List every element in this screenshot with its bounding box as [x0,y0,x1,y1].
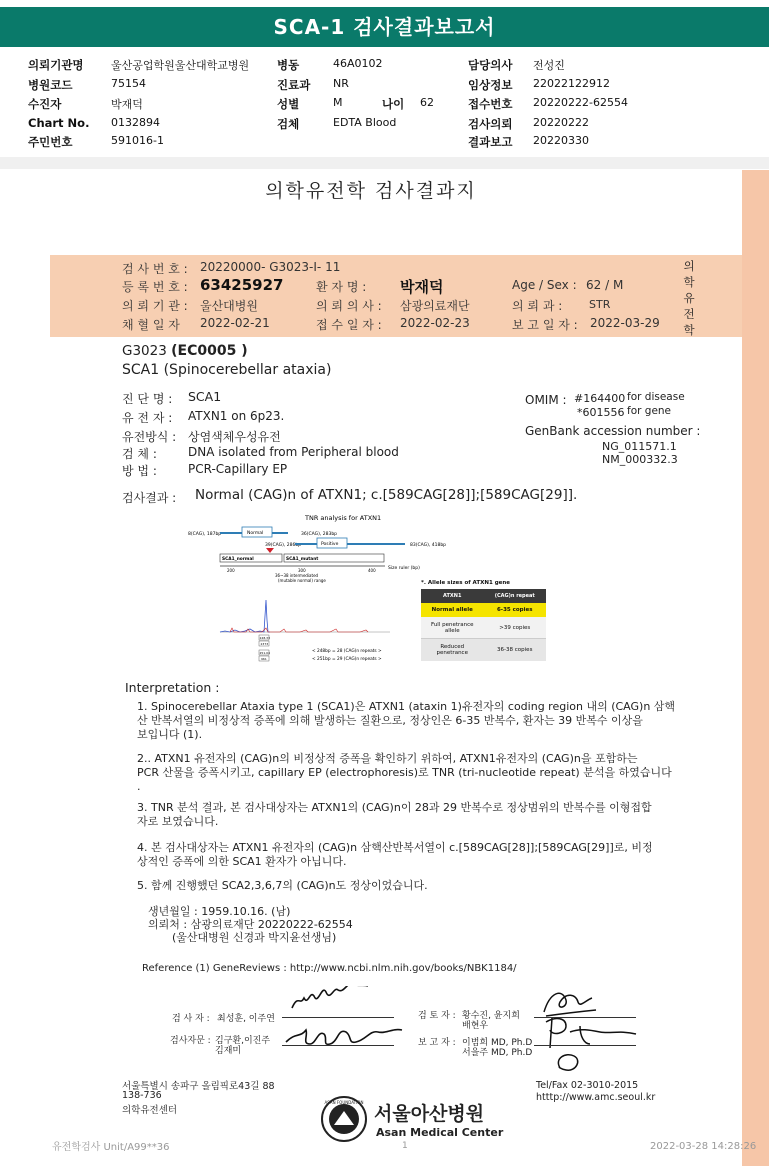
repeat-1: < 248bp = 28 (CAG)n repeats > [312,649,382,654]
omim-2-note: for gene [627,405,672,417]
header-age-label: 나이 [382,97,405,111]
omim-label: OMIM : [525,393,567,407]
vertical-char: 학 [683,275,695,289]
table-cell: Full penetrance allele [430,621,474,634]
tick-400: 400 [368,568,376,573]
test-no-label: 검 사 번 호 : [122,262,188,276]
vertical-char: 학 [683,323,695,337]
header-col2-value-0: 46A0102 [333,57,383,70]
interp-line: PCR 산물을 증폭시키고, capillary EP (electrophoresis)로 TNR (tri-nucleotide repeat) 분석을 하였습니다 [137,766,672,779]
peak-label-3: 251.04 [259,651,270,655]
recv-date-label: 접 수 일 자 : [316,318,382,332]
interp-line: 2.. ATXN1 유전자의 (CAG)n의 비정상적 증폭을 확인하기 위하여, ATXN1유전자의 (CAG)n을 포함하는 [137,752,638,765]
header-col1-value-0: 울산공업학원울산대학교병원 [111,59,250,72]
bar-normal-label: SCA1_normal [222,557,254,562]
header-col2-label-0: 병동 [277,58,300,72]
inheritance-label: 유전방식 : [122,430,177,444]
interp-line: 5. 함께 진행했던 SCA2,3,6,7의 (CAG)n도 정상이었습니다. [137,879,428,892]
header-col3-value-2: 20220222-62554 [533,96,628,109]
positive-label: Positive [321,542,339,547]
interpretation-item-4 [137,841,697,869]
trace-blue [220,600,270,632]
header-col3-value-0: 전성진 [533,59,565,72]
unit-code: 유전학검사 Unit/A99**36 [52,1142,170,1153]
genbank-label: GenBank accession number : [525,424,701,438]
address-line-1: 서울특별시 송파구 올림픽로43길 88 [122,1081,275,1092]
right-margin-strip [742,170,769,1166]
interpretation-item-2 [137,752,697,794]
vertical-char: 전 [683,307,695,321]
req-inst-value: 울산대병원 [200,299,258,313]
gene-value: ATXN1 on 6p23. [188,409,285,423]
reg-no-value: 63425927 [200,276,284,294]
specimen-label: 검 체 : [122,447,157,461]
draw-date-label: 채 혈 일 자 [122,318,180,332]
header-col1-label-1: 병원코드 [28,78,73,92]
ward-label: 의 뢰 과 : [512,299,563,313]
header-col1-value-2: 박재덕 [111,98,143,111]
draw-date-value: 2022-02-21 [200,316,270,330]
recv-date-value: 2022-02-23 [400,316,470,330]
label-mid: 39(CAG), 286bp [265,543,302,548]
vertical-char: 유 [683,291,695,305]
test-code: G3023 (EC0005 ) [122,343,248,359]
tester-label: 검 사 자 : [172,1014,210,1024]
interp-line: 4. 본 검사대상자는 ATXN1 유전자의 (CAG)n 삼핵산반복서열이 c.[589CAG[28]];[589CAG[29]]로, 비정 [137,841,653,854]
interpretation-item-3 [137,801,697,829]
ward-value: STR [589,298,611,311]
peak-label-2: 2373 [260,642,269,646]
reference: Reference (1) GeneReviews : http://www.ncbi.nlm.nih.gov/books/NBK1184/ [142,963,517,974]
report-title: SCA-1 검사결과보고서 [0,7,769,47]
header-col1-label-4: 주민번호 [28,135,73,149]
test-no-value: 20220000- G3023-I- 11 [200,260,341,274]
interp-line: . [137,780,141,793]
print-timestamp: 2022-03-28 14:28:26 [650,1141,757,1152]
header-col2-value-1: NR [333,77,349,90]
vertical-title [682,258,696,338]
advisor-signature [280,1016,410,1052]
interpretation-item-1 [137,700,697,742]
header-col3-value-4: 20220330 [533,134,589,147]
header-col1-value-4: 591016-1 [111,134,164,147]
mutable-label: (mutable normal) range [278,578,326,583]
tick-200: 200 [227,568,235,573]
referrer-detail: (울산대병원 신경과 박지윤선생님) [172,931,337,944]
omim-1-note: for disease [627,391,685,403]
header-col3-value-1: 22022122912 [533,77,610,90]
allele-table-header [421,589,546,603]
repeat-2: < 251bp = 29 (CAG)n repeats > [312,657,382,662]
header-col3-value-3: 20220222 [533,116,589,129]
report-date-value: 2022-03-29 [590,316,660,330]
vertical-char: 의 [683,259,695,273]
interp-line: 산 반복서열의 비정상적 증폭에 의해 발생하는 질환으로, 정상인은 6-35 반복수, 환자는 39 반복수 이상을 [137,714,643,727]
allele-table-title: *. Allele sizes of ATXN1 gene [421,580,511,586]
genbank-2: NM_000332.3 [602,453,678,466]
interp-line: 자로 보였습니다. [137,815,219,828]
interp-line: 상적인 증폭에 의한 SCA1 환자가 아닙니다. [137,855,347,868]
header-col3-label-3: 검사의뢰 [468,117,513,131]
table-cell: >39 copies [499,624,531,631]
genbank-1: NG_011571.1 [602,440,677,453]
header-col3-label-4: 결과보고 [468,135,513,149]
header-col1-value-3: 0132894 [111,116,160,129]
document-title: 의학유전학 검사결과지 [265,180,477,202]
gene-label: 유 전 자 : [122,411,173,425]
normal-label: Normal [247,531,264,536]
header-col2-label-2: 성별 [277,97,300,111]
diagnosis-label: 진 단 명 : [122,392,173,406]
result-value: Normal (CAG)n of ATXN1; c.[589CAG[28]];[589CAG[29]]. [195,487,578,503]
result-label: 검사결과 : [122,491,177,505]
table-cell: 6-35 copies [496,607,533,613]
intermediate-label: 36~38 intermediated [275,573,319,578]
diagnosis-value: SCA1 [188,389,222,404]
tel-fax: Tel/Fax 02-3010-2015 [536,1080,639,1091]
allele-table [421,580,546,666]
reg-no-label: 등 록 번 호 : [122,280,188,294]
header-col3-label-1: 임상정보 [468,78,513,92]
peak-label-4: 961 [261,657,267,661]
req-doc-label: 의 뢰 의 사 : [316,299,382,313]
header-col1-label-0: 의뢰기관명 [28,58,84,72]
address-line-3: 의학유전센터 [122,1105,178,1116]
header-col3-label-2: 접수번호 [468,97,513,111]
hospital-name-ko: 서울아산병원 [374,1103,485,1125]
method-value: PCR-Capillary EP [188,462,288,476]
patient-value: 박재덕 [400,278,444,296]
report-date-label: 보 고 일 자 : [512,318,578,332]
address-line-2: 138-736 [122,1090,162,1101]
label-right: 36(CAG), 283bp [301,532,338,537]
reviewer-value-2: 배현우 [462,1021,489,1031]
test-name: SCA1 (Spinocerebellar ataxia) [122,362,332,378]
header-col1-label-2: 수진자 [28,97,62,111]
bar-mutant-label: SCA1_mutant [286,557,319,562]
patient-label: 환 자 명 : [316,280,367,294]
reporter-signature [540,1012,640,1076]
header-col2-label-1: 진료과 [277,78,311,92]
header-col2-label-3: 검체 [277,117,300,131]
omim-1: #164400 [574,392,626,405]
reviewer-value: 황수진, 윤지희 [462,1011,520,1021]
reporter-value: 이범희 MD, Ph.D [462,1038,533,1048]
method-label: 방 법 : [122,464,157,478]
specimen-value: DNA isolated from Peripheral blood [188,445,399,459]
table-row [421,603,546,617]
marker-triangle [266,548,274,553]
allele-table-head-1: ATXN1 [443,593,462,599]
header-age-value: 62 [420,96,434,109]
reporter-sign-line [534,1045,636,1046]
header-separator [0,157,769,169]
tick-300: 300 [298,568,306,573]
advisor-label: 검사자문 : [170,1036,211,1046]
referrer-info: 의뢰처 : 삼광의료재단 20220222-62554 [148,918,353,931]
reporter-value-2: 서을주 MD, Ph.D [462,1048,533,1058]
header-col2-value-2: M [333,96,343,109]
req-doc-value: 삼광의료재단 [400,299,470,313]
inheritance-value: 상염색체우성유전 [188,430,281,444]
header-col1-label-3: Chart No. [28,116,90,130]
table-cell: 36-38 copies [497,647,533,653]
advisor-value: 김구환,이진주 [215,1036,271,1046]
allele-table-head-2: (CAG)n repeat [494,593,535,599]
asan-seal-icon [320,1095,368,1143]
interpretation-item-5 [137,879,697,893]
req-inst-label: 의 뢰 기 관 : [122,299,188,313]
table-row [421,639,546,661]
interp-line: 1. Spinocerebellar Ataxia type 1 (SCA1)은 ATXN1 (ataxin 1)유전자의 coding region 내의 (CAG)n 삼핵 [137,700,676,713]
header-col1-value-1: 75154 [111,77,146,90]
advisor-value-2: 김재미 [215,1046,242,1056]
age-sex-label: Age / Sex : [512,278,577,292]
omim-2: *601556 [577,406,625,419]
size-ruler-label: Size ruler (bp) [388,566,420,571]
figure-title: TNR analysis for ATXN1 [305,514,382,522]
birth-info: 생년월일 : 1959.10.16. (남) [148,905,291,918]
header-col3-label-0: 담당의사 [468,58,513,72]
seal-text: ASAN FOUNDATION [324,1100,364,1105]
website-link[interactable]: htttp://www.amc.seoul.kr [536,1092,656,1103]
interp-line: 보입니다 (1). [137,728,203,741]
hospital-name-en: Asan Medical Center [376,1126,504,1139]
table-cell: Reduced penetrance [436,644,468,656]
tester-signature [288,986,378,1016]
label-far: 83(CAG), 418bp [410,543,447,548]
age-sex-value: 62 / M [586,278,624,292]
header-col2-value-3: EDTA Blood [333,116,397,129]
reporter-label: 보 고 자 : [418,1038,456,1048]
table-cell: Normal allele [431,607,473,613]
page-number: 1 [402,1141,408,1151]
label-left: 8(CAG), 187bp [188,532,222,537]
interpretation-heading: Interpretation : [125,680,220,695]
advisor-sign-line [282,1045,394,1046]
tester-value: 최성훈, 이주연 [217,1014,275,1024]
trace-red [230,628,368,632]
table-row [421,617,546,639]
peak-label-1: 248.33 [259,636,270,640]
reviewer-label: 검 토 자 : [418,1011,456,1021]
interp-line: 3. TNR 분석 결과, 본 검사대상자는 ATXN1의 (CAG)n이 28과 29 반복수로 정상범위의 반복수를 이형접합 [137,801,652,814]
